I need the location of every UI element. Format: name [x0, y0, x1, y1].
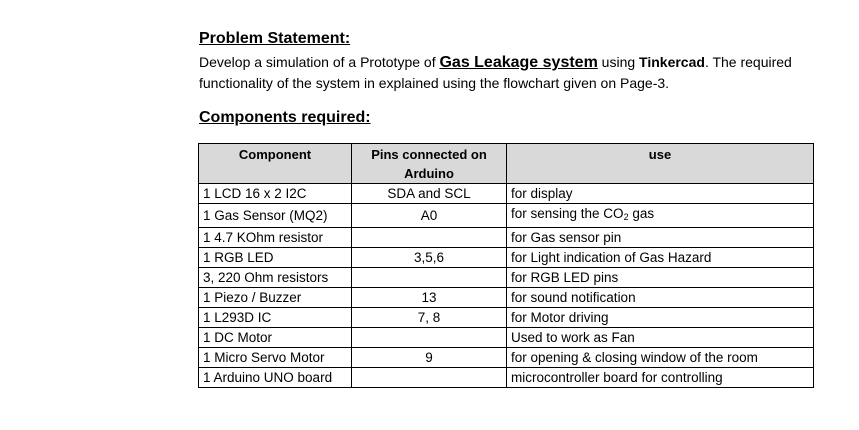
problem-text-mid: using: [597, 54, 640, 70]
column-header-pins: Pins connected on Arduino: [352, 144, 507, 184]
component-cell: 1 RGB LED: [199, 248, 352, 268]
pins-cell: [352, 328, 507, 348]
pins-cell: [352, 268, 507, 288]
column-header-component: Component: [199, 144, 352, 184]
pins-cell: SDA and SCL: [352, 184, 507, 204]
gas-leakage-system-highlight: Gas Leakage system: [439, 54, 598, 71]
component-cell: 1 Micro Servo Motor: [199, 348, 352, 368]
components-required-heading: Components required:: [199, 109, 371, 126]
component-cell: 1 L293D IC: [199, 308, 352, 328]
pins-cell: 7, 8: [352, 308, 507, 328]
use-cell: for Gas sensor pin: [507, 228, 814, 248]
component-cell: 3, 220 Ohm resistors: [199, 268, 352, 288]
component-cell: 1 Arduino UNO board: [199, 368, 352, 388]
component-cell: 1 4.7 KOhm resistor: [199, 228, 352, 248]
use-cell: for opening & closing window of the room: [507, 348, 814, 368]
pins-cell: 3,5,6: [352, 248, 507, 268]
use-text: gas: [628, 206, 655, 221]
use-cell: for sound notification: [507, 288, 814, 308]
problem-text-before: Develop a simulation of a Prototype of: [199, 54, 440, 70]
use-cell: [507, 204, 814, 228]
subscript-two: 2: [623, 212, 629, 222]
pins-cell: [352, 368, 507, 388]
table-row: [199, 288, 814, 308]
problem-statement-text: [199, 52, 819, 94]
problem-statement-heading: Problem Statement:: [199, 30, 351, 47]
table-row: [199, 328, 814, 348]
use-text: for sensing the CO: [511, 206, 624, 221]
component-cell: 1 Gas Sensor (MQ2): [199, 204, 352, 228]
component-cell: 1 DC Motor: [199, 328, 352, 348]
use-cell: for Motor driving: [507, 308, 814, 328]
tinkercad-label: Tinkercad: [639, 54, 705, 70]
use-cell: microcontroller board for controlling: [507, 368, 814, 388]
components-table: [198, 143, 814, 388]
table-row: [199, 248, 814, 268]
component-cell: 1 Piezo / Buzzer: [199, 288, 352, 308]
pins-cell: 13: [352, 288, 507, 308]
use-cell: for RGB LED pins: [507, 268, 814, 288]
use-cell: Used to work as Fan: [507, 328, 814, 348]
pins-cell: [352, 228, 507, 248]
component-cell: 1 LCD 16 x 2 I2C: [199, 184, 352, 204]
pins-cell: A0: [352, 204, 507, 228]
table-row: [199, 268, 814, 288]
table-row: [199, 308, 814, 328]
table-header-row: [199, 144, 814, 184]
use-cell: for display: [507, 184, 814, 204]
problem-text-after: . The required functionality of the system in explained using the flowchart given on Page-3.: [199, 54, 792, 91]
table-row: [199, 348, 814, 368]
use-cell: for Light indication of Gas Hazard: [507, 248, 814, 268]
table-row: [199, 184, 814, 204]
table-row: [199, 228, 814, 248]
table-row: [199, 368, 814, 388]
column-header-use: use: [507, 144, 814, 184]
table-row: [199, 204, 814, 228]
pins-cell: 9: [352, 348, 507, 368]
